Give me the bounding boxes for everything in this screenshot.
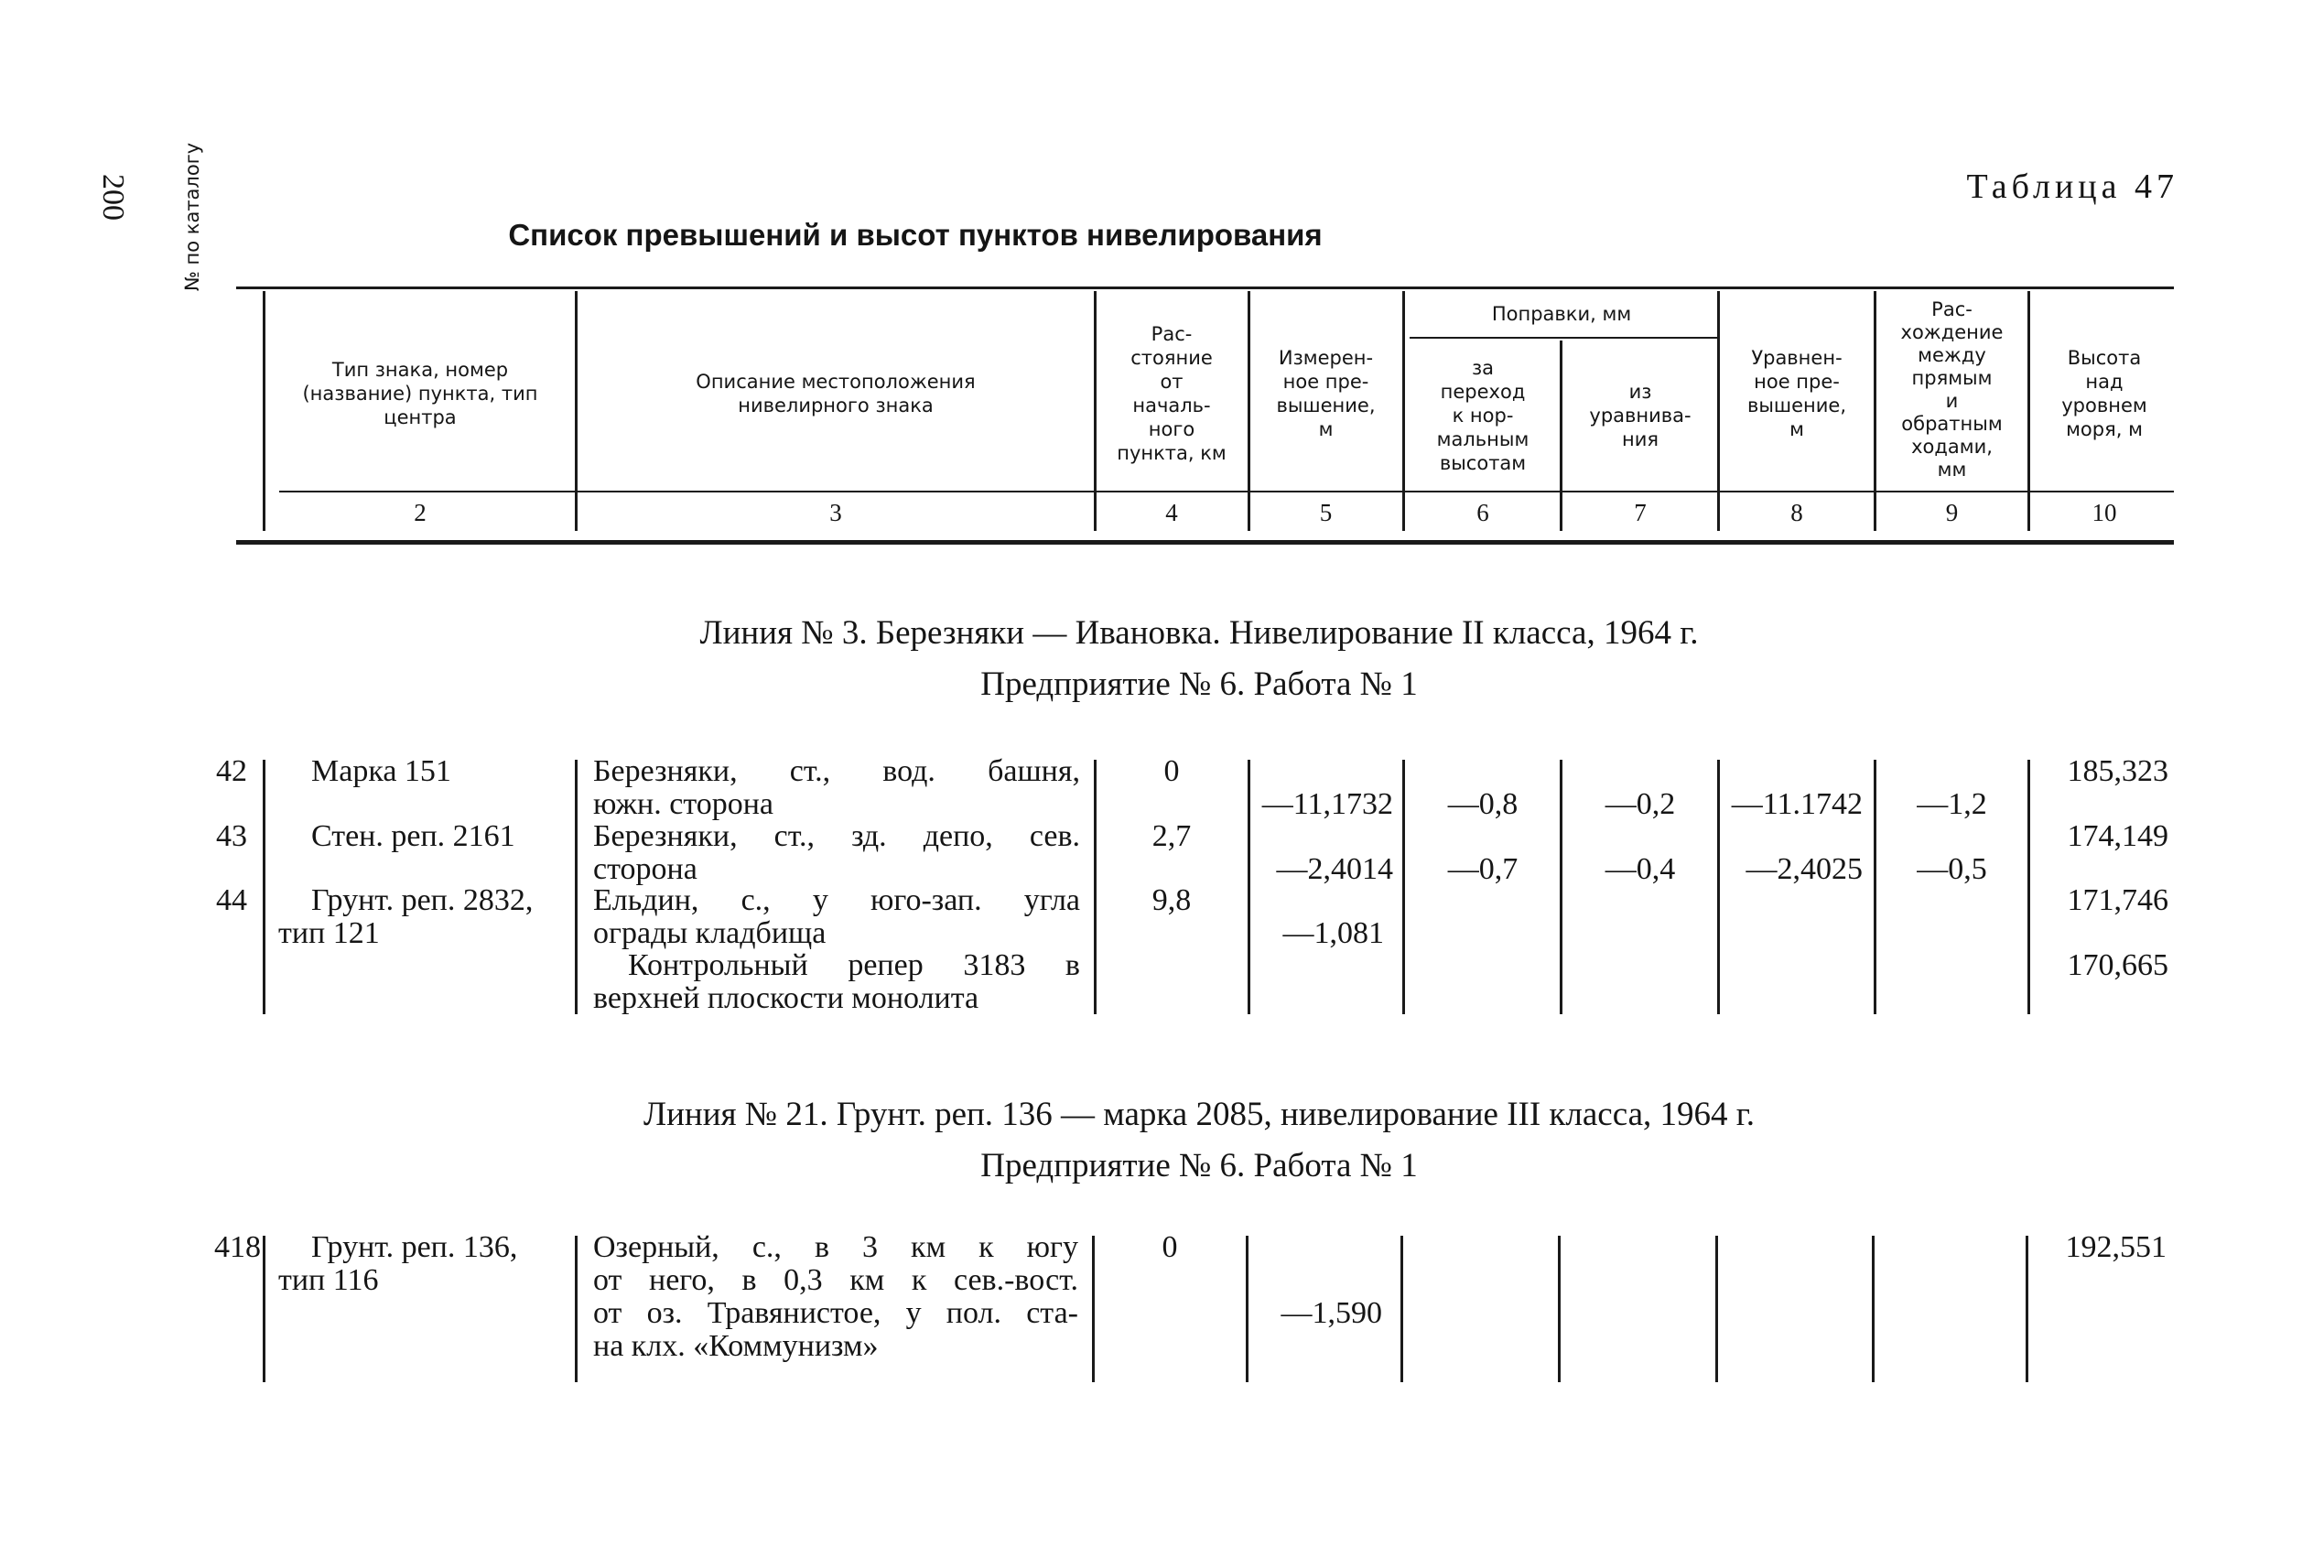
col-3-header: Описание местоположения нивелирного знака xyxy=(696,371,976,416)
measured-elevation-diff: —1,081 xyxy=(1282,916,1384,950)
col-number: 8 xyxy=(1790,499,1803,526)
row-sep xyxy=(575,760,578,1014)
location-description: ограды кладбища xyxy=(593,916,827,950)
adjustment-correction: —0,4 xyxy=(1605,852,1676,886)
header-sep-8 xyxy=(1874,291,1876,531)
distance: 9,8 xyxy=(1151,883,1192,917)
sea-level-height: 170,665 xyxy=(2067,948,2168,982)
mark-type: тип 116 xyxy=(278,1263,379,1297)
row-sep xyxy=(1872,1236,1875,1382)
location-description: на клх. «Коммунизм» xyxy=(593,1329,879,1363)
col-number: 9 xyxy=(1945,499,1959,526)
catalog-number: 44 xyxy=(216,883,247,917)
header-sep-4 xyxy=(1248,291,1250,531)
mark-name: Стен. реп. 2161 xyxy=(311,819,515,853)
col-number: 5 xyxy=(1319,499,1333,526)
row-sep xyxy=(1248,760,1250,1014)
location-description: Березняки, ст., зд. депо, сев. xyxy=(593,819,1080,853)
col-4-header: Рас- стояние от началь- ного пункта, км xyxy=(1117,323,1227,464)
location-description: Озерный, с., в 3 км к югу xyxy=(593,1230,1078,1264)
row-sep xyxy=(263,760,265,1014)
col-9-header: Рас- хождение между прямым и обратным ходами, мм xyxy=(1900,298,2004,481)
adjustment-correction: —0,2 xyxy=(1605,787,1676,821)
sea-level-height: 171,746 xyxy=(2067,883,2168,917)
catalog-number: 43 xyxy=(216,819,247,853)
distance: 0 xyxy=(1162,1230,1178,1264)
col-5-header: Измерен- ное пре- вышение, м xyxy=(1276,347,1376,440)
location-description: Березняки, ст., вод. башня, xyxy=(593,754,1080,788)
measured-elevation-diff: —2,4014 xyxy=(1276,852,1393,886)
mark-name: Грунт. реп. 2832, xyxy=(311,883,534,917)
section-subtitle: Предприятие № 6. Работа № 1 xyxy=(980,1147,1418,1184)
col-6-header: за переход к нор- мальным высотам xyxy=(1436,357,1530,474)
col-number: 4 xyxy=(1165,499,1178,526)
row-sep xyxy=(1715,1236,1718,1382)
row-sep xyxy=(2026,1236,2028,1382)
location-description: от оз. Травянистое, у пол. ста- xyxy=(593,1296,1078,1330)
col-2-header: Тип знака, номер (название) пункта, тип центра xyxy=(302,359,538,428)
row-sep xyxy=(1402,760,1405,1014)
normal-height-correction: —0,7 xyxy=(1447,852,1519,886)
row-sep xyxy=(575,1236,578,1382)
header-sep-2 xyxy=(575,291,578,531)
row-sep xyxy=(263,1236,265,1382)
header-sep-6 xyxy=(1560,341,1562,531)
location-description: Ельдин, с., у юго-зап. угла xyxy=(593,883,1080,917)
corrections-header: Поправки, мм xyxy=(1491,303,1632,325)
normal-height-correction: —0,8 xyxy=(1447,787,1519,821)
catalog-number: 42 xyxy=(216,754,247,788)
col-number: 6 xyxy=(1476,499,1489,526)
row-sep xyxy=(1558,1236,1561,1382)
row-sep xyxy=(1874,760,1876,1014)
location-description: Контрольный репер 3183 в xyxy=(628,948,1080,982)
col-8-header: Уравнен- ное пре- вышение, м xyxy=(1746,347,1847,440)
document-title: Список превышений и высот пунктов нивелирования xyxy=(508,218,1323,252)
location-description: верхней плоскости монолита xyxy=(593,981,979,1015)
row-sep xyxy=(2027,760,2030,1014)
page-number: 200 xyxy=(96,174,130,221)
sea-level-height: 192,551 xyxy=(2065,1230,2167,1264)
row-sep xyxy=(1560,760,1562,1014)
header-sep-1 xyxy=(263,291,265,531)
location-description: от него, в 0,3 км к сев.-вост. xyxy=(593,1263,1078,1297)
mark-type: тип 121 xyxy=(278,916,380,950)
col-7-header: из уравнива- ния xyxy=(1589,381,1692,450)
table-label: Таблица 47 xyxy=(1966,168,2178,206)
col-number: 10 xyxy=(2092,499,2117,526)
col-number: 7 xyxy=(1634,499,1647,526)
catalog-number: 418 xyxy=(214,1230,261,1264)
adjusted-elevation-diff: —2,4025 xyxy=(1746,852,1863,886)
sea-level-height: 174,149 xyxy=(2067,819,2168,853)
sea-level-height: 185,323 xyxy=(2067,754,2168,788)
measured-elevation-diff: —1,590 xyxy=(1281,1296,1382,1330)
header-sep-5 xyxy=(1402,291,1405,531)
row-sep xyxy=(1400,1236,1403,1382)
row-sep xyxy=(1717,760,1720,1014)
distance: 0 xyxy=(1163,754,1180,788)
catalog-number-header: № по каталогу xyxy=(181,142,203,291)
col-number: 2 xyxy=(414,499,427,526)
header-bottom-rule xyxy=(236,540,2174,545)
col-10-header: Высота над уровнем моря, м xyxy=(2061,347,2147,440)
mark-name: Марка 151 xyxy=(311,754,451,788)
row-sep xyxy=(1246,1236,1248,1382)
forward-backward-discrepancy: —1,2 xyxy=(1917,787,1987,821)
mark-name: Грунт. реп. 136, xyxy=(311,1230,518,1264)
section-subtitle: Предприятие № 6. Работа № 1 xyxy=(980,665,1418,703)
location-description: сторона xyxy=(593,852,697,886)
header-sep-7 xyxy=(1717,291,1720,531)
corrections-rule xyxy=(1410,337,1717,339)
distance: 2,7 xyxy=(1151,819,1192,853)
adjusted-elevation-diff: —11.1742 xyxy=(1731,787,1863,821)
header-sep-9 xyxy=(2027,291,2030,531)
section-title: Линия № 21. Грунт. реп. 136 — марка 2085, нивелирование III класса, 1964 г. xyxy=(643,1096,1755,1133)
location-description: южн. сторона xyxy=(593,787,774,821)
header-mid-rule xyxy=(279,491,2174,492)
measured-elevation-diff: —11,1732 xyxy=(1261,787,1393,821)
forward-backward-discrepancy: —0,5 xyxy=(1917,852,1987,886)
section-title: Линия № 3. Березняки — Ивановка. Нивелирование II класса, 1964 г. xyxy=(699,614,1699,652)
col-number: 3 xyxy=(829,499,842,526)
